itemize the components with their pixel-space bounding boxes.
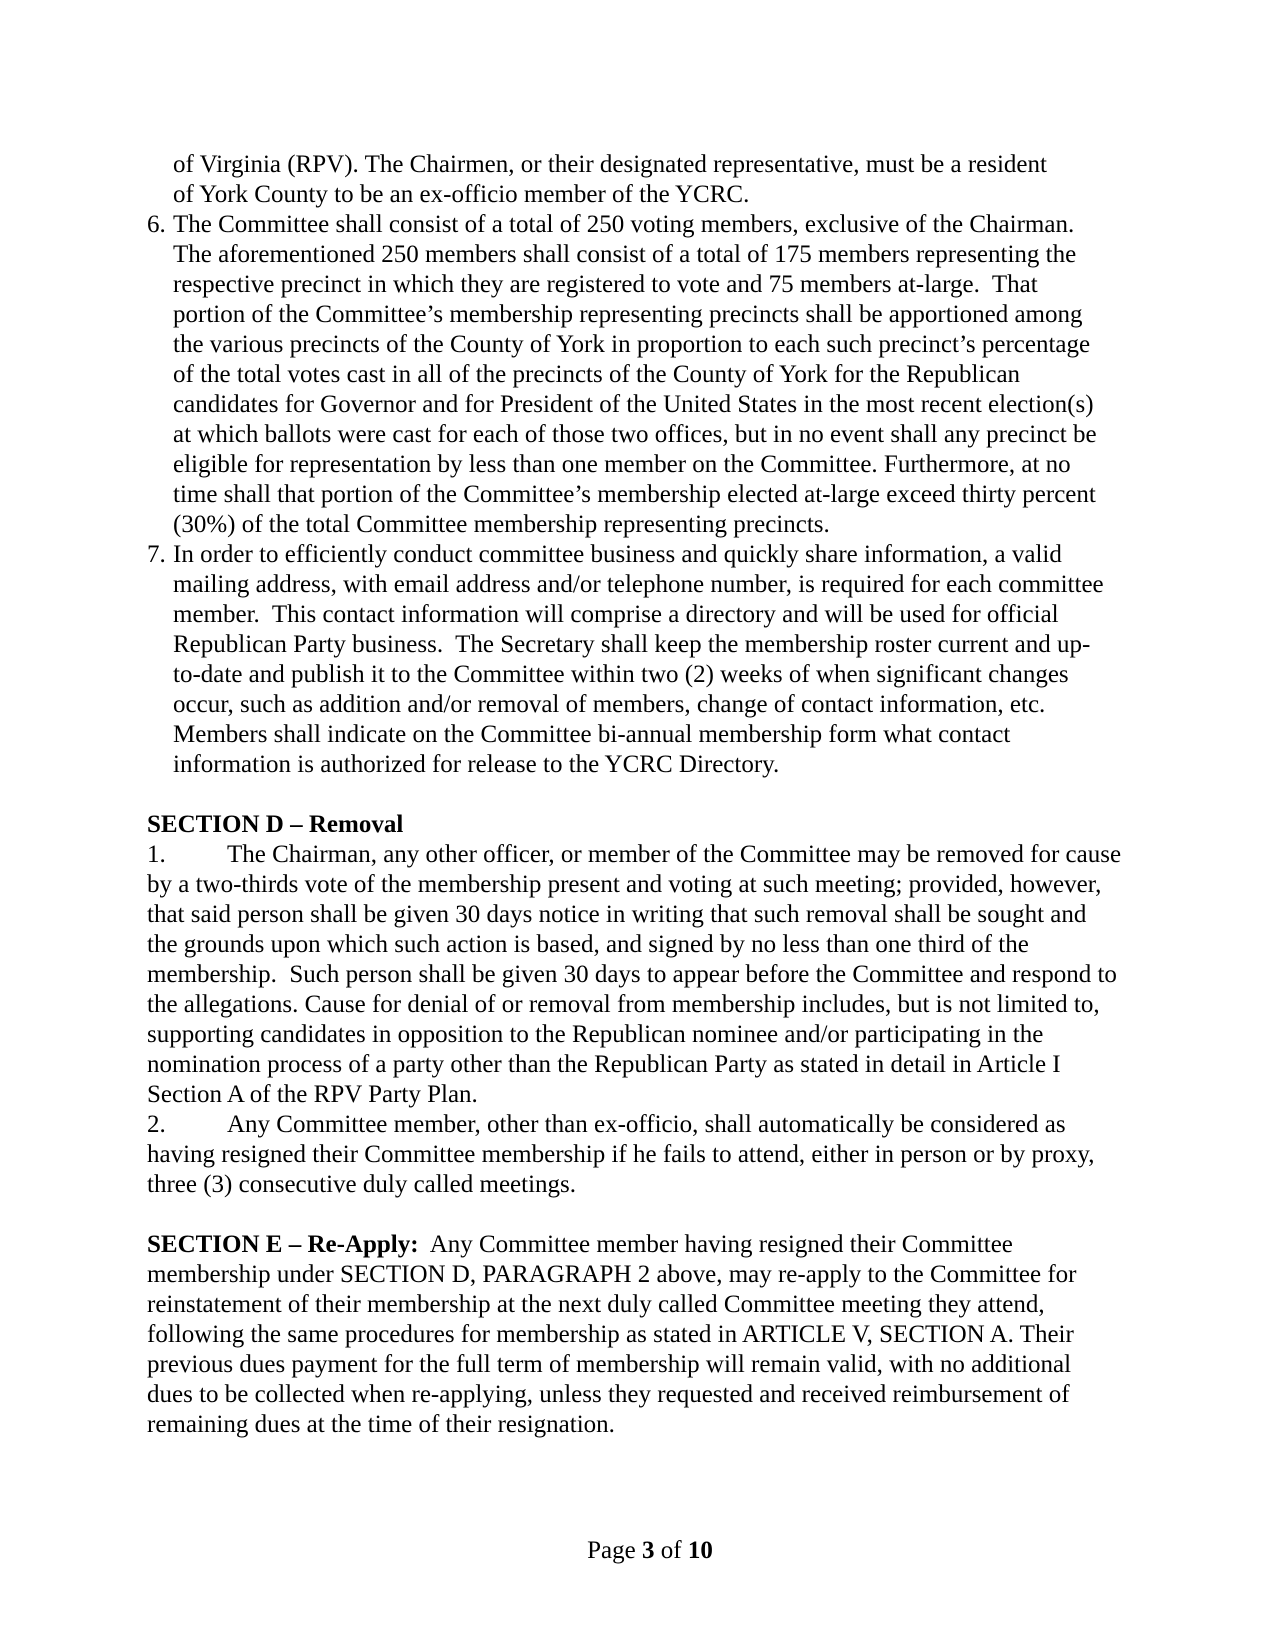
bold-text-run: SECTION D – Removal (147, 811, 404, 838)
bold-text-run: 3 (642, 1537, 655, 1564)
text-line (147, 1020, 1137, 1050)
text-run: 1. (147, 841, 166, 868)
text-run: portion of the Committee’s membership representing precincts shall be apportioned among (173, 301, 1083, 328)
text-run: candidates for Governor and for President of the United States in the most recent election(s) (173, 391, 1094, 418)
text-run: the various precincts of the County of York in proportion to each such precinct’s percentage (173, 331, 1091, 358)
text-run: by a two-thirds vote of the membership present and voting at such meeting; provided, however, (147, 871, 1102, 898)
text-line (147, 1320, 1137, 1350)
text-run: nomination process of a party other than the Republican Party as stated in detail in Article I (147, 1051, 1061, 1078)
text-line (147, 1350, 1137, 1380)
text-line (173, 660, 1137, 690)
text-run: membership. Such person shall be given 30 days to appear before the Committee and respond to (147, 961, 1117, 988)
text-run: Republican Party business. The Secretary shall keep the membership roster current and up- (173, 631, 1091, 658)
text-line (173, 480, 1137, 510)
text-run: having resigned their Committee membership if he fails to attend, either in person or by proxy, (147, 1141, 1095, 1168)
text-line (173, 330, 1137, 360)
list-number: 6. (147, 211, 166, 238)
numbered-item (147, 540, 1137, 780)
text-line (147, 210, 1137, 240)
text-line (147, 840, 1137, 870)
text-run: at which ballots were cast for each of those two offices, but in no event shall any precinct be (173, 421, 1097, 448)
section-heading (147, 810, 1137, 840)
text-run: The aforementioned 250 members shall consist of a total of 175 members representing the (173, 241, 1077, 268)
text-run: Page (587, 1537, 643, 1564)
text-run: of Virginia (RPV). The Chairmen, or their designated representative, must be a resident (173, 151, 1047, 178)
text-run: that said person shall be given 30 days notice in writing that such removal shall be sought and (147, 901, 1087, 928)
text-line (173, 270, 1137, 300)
text-run: eligible for representation by less than one member on the Committee. Furthermore, at no (173, 451, 1071, 478)
text-run: 2. (147, 1111, 166, 1138)
text-run: The Chairman, any other officer, or member of the Committee may be removed for cause (227, 841, 1122, 868)
text-line (147, 990, 1137, 1020)
text-line (147, 1170, 1137, 1200)
text-line (173, 600, 1137, 630)
text-run: following the same procedures for membership as stated in ARTICLE V, SECTION A. Their (147, 1321, 1074, 1348)
text-run: of (654, 1537, 688, 1564)
text-line (173, 420, 1137, 450)
text-line (147, 1080, 1137, 1110)
text-run: three (3) consecutive duly called meetings. (147, 1171, 577, 1198)
text-line (173, 360, 1137, 390)
text-line (173, 150, 1137, 180)
text-line (147, 1290, 1137, 1320)
text-run: supporting candidates in opposition to the Republican nominee and/or participating in the (147, 1021, 1044, 1048)
text-line (147, 960, 1137, 990)
text-line (173, 180, 1137, 210)
text-line (147, 1230, 1137, 1260)
text-run: of York County to be an ex-officio member of the YCRC. (173, 181, 750, 208)
text-line (147, 1050, 1137, 1080)
text-run: time shall that portion of the Committee’s membership elected at-large exceed thirty percent (173, 481, 1096, 508)
text-line (173, 720, 1137, 750)
text-line (147, 1110, 1137, 1140)
text-line (147, 810, 1137, 840)
text-line (173, 510, 1137, 540)
text-run: Members shall indicate on the Committee bi-annual membership form what contact (173, 721, 1011, 748)
text-line (147, 870, 1137, 900)
text-line (147, 1140, 1137, 1170)
text-line (147, 900, 1137, 930)
text-line (173, 390, 1137, 420)
paragraph (147, 840, 1137, 1110)
bold-text-run: SECTION E – Re-Apply: (147, 1231, 419, 1258)
continuation-paragraph (173, 150, 1137, 210)
blank-line (147, 1200, 1137, 1230)
numbered-item (147, 210, 1137, 540)
text-run: to-date and publish it to the Committee within two (2) weeks of when significant changes (173, 661, 1069, 688)
blank-line (147, 780, 1137, 810)
text-run: information is authorized for release to the YCRC Directory. (173, 751, 780, 778)
text-line (147, 1410, 1137, 1440)
text-run: Any Committee member, other than ex-officio, shall automatically be considered as (227, 1111, 1066, 1138)
text-line (147, 1260, 1137, 1290)
text-run: Any Committee member having resigned their Committee (418, 1231, 1013, 1258)
paragraph (147, 1110, 1137, 1200)
text-line (147, 540, 1137, 570)
text-line (173, 630, 1137, 660)
text-run: reinstatement of their membership at the next duly called Committee meeting they attend, (147, 1291, 1045, 1318)
text-run: In order to efficiently conduct committee business and quickly share information, a valid (173, 541, 1062, 568)
text-run: the grounds upon which such action is based, and signed by no less than one third of the (147, 931, 1029, 958)
paragraph (147, 1230, 1137, 1440)
text-run: previous dues payment for the full term of membership will remain valid, with no additional (147, 1351, 1072, 1378)
text-line (173, 750, 1137, 780)
list-number: 7. (147, 541, 166, 568)
text-run: The Committee shall consist of a total of 250 voting members, exclusive of the Chairman. (173, 211, 1075, 238)
text-line (147, 930, 1137, 960)
text-run: occur, such as addition and/or removal of members, change of contact information, etc. (173, 691, 1046, 718)
page-footer-text (587, 1537, 713, 1564)
text-run: member. This contact information will comprise a directory and will be used for official (173, 601, 1059, 628)
page-footer (0, 1506, 1275, 1596)
text-line (173, 240, 1137, 270)
text-run: membership under SECTION D, PARAGRAPH 2 above, may re-apply to the Committee for (147, 1261, 1077, 1288)
text-run: of the total votes cast in all of the precincts of the County of York for the Republican (173, 361, 1021, 388)
text-line (173, 450, 1137, 480)
text-line (173, 690, 1137, 720)
text-run: respective precinct in which they are registered to vote and 75 members at-large. That (173, 271, 1038, 298)
text-run: mailing address, with email address and/or telephone number, is required for each committee (173, 571, 1104, 598)
text-run: remaining dues at the time of their resignation. (147, 1411, 615, 1438)
text-line (147, 1380, 1137, 1410)
text-line (173, 300, 1137, 330)
document-content (147, 150, 1137, 1440)
text-run: (30%) of the total Committee membership representing precincts. (173, 511, 830, 538)
text-line (173, 570, 1137, 600)
text-run: dues to be collected when re-applying, unless they requested and received reimbursement of (147, 1381, 1070, 1408)
text-run: Section A of the RPV Party Plan. (147, 1081, 478, 1108)
bold-text-run: 10 (687, 1537, 713, 1564)
text-run: the allegations. Cause for denial of or removal from membership includes, but is not limited to, (147, 991, 1100, 1018)
